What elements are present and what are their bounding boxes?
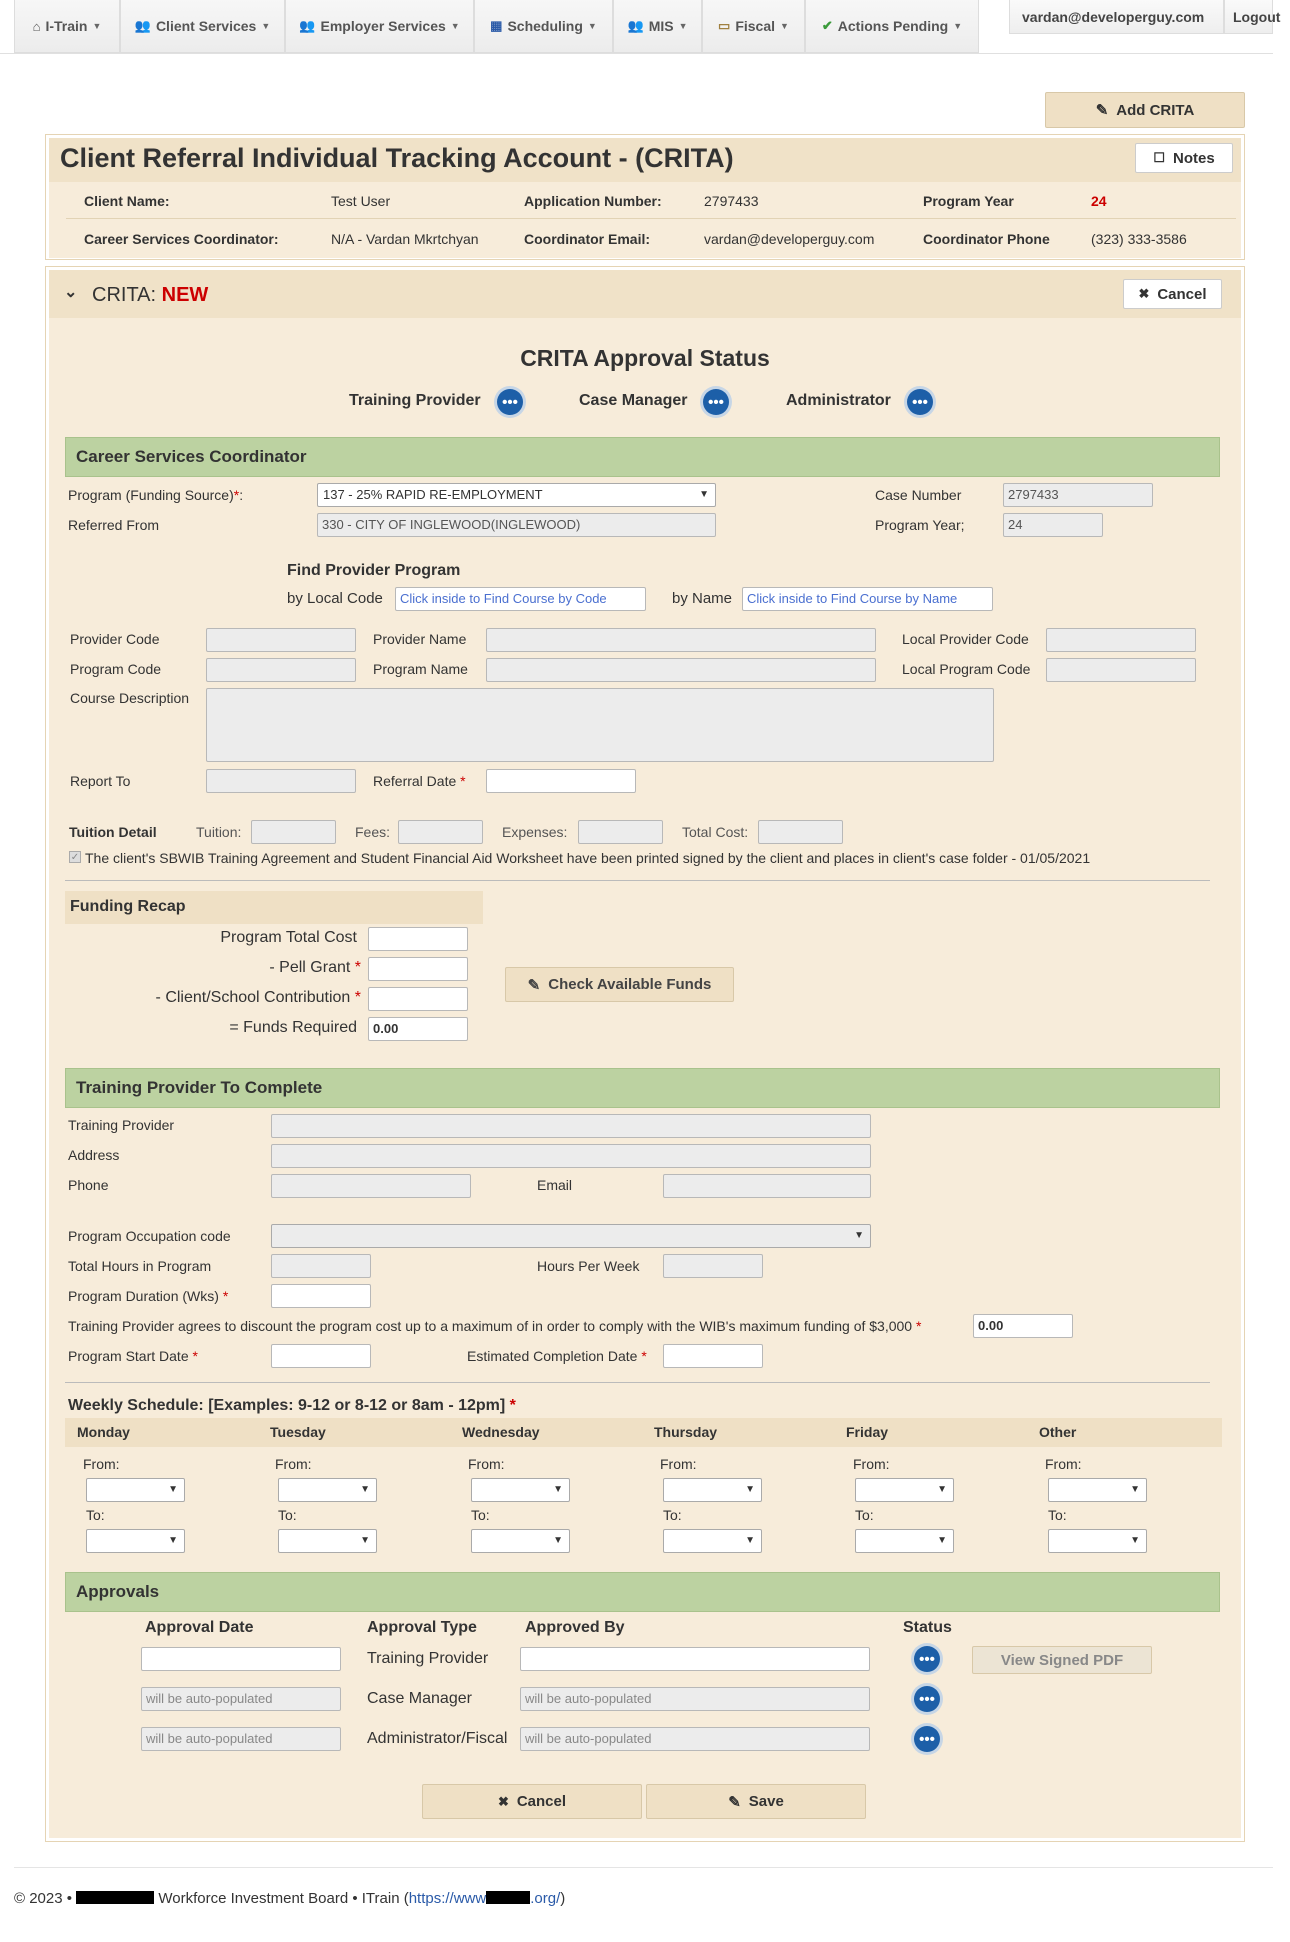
program-start-date-label: Program Start Date * <box>68 1348 198 1364</box>
provider-code-label: Provider Code <box>70 631 160 647</box>
divider <box>65 880 1210 881</box>
approver-case-manager: Case Manager <box>579 392 688 409</box>
from-label: From: <box>1045 1456 1082 1472</box>
day-wednesday: Wednesday <box>462 1424 540 1440</box>
add-crita-button[interactable]: ✎ Add CRITA <box>1045 92 1245 128</box>
provider-name-label: Provider Name <box>373 631 467 647</box>
crita-header-bar <box>49 270 1241 318</box>
program-funding-select[interactable]: 137 - 25% RAPID RE-EMPLOYMENT ▼ <box>317 483 716 507</box>
weekly-schedule-title: Weekly Schedule: [Examples: 9-12 or 8-12 or 8am - 12pm] * <box>68 1397 516 1414</box>
agreement-text: The client's SBWIB Training Agreement and Student Financial Aid Worksheet have been printed signed by the client and places in client's case folder - 01/05/2021 <box>85 850 1091 866</box>
client-name-value: Test User <box>331 193 391 209</box>
program-code-field[interactable] <box>206 658 356 682</box>
view-signed-pdf-button[interactable]: View Signed PDF <box>972 1646 1152 1674</box>
referred-from-label: Referred From <box>68 517 160 533</box>
find-provider-title: Find Provider Program <box>287 562 461 579</box>
approvals-section-header: Approvals <box>65 1572 1220 1612</box>
redacted-block <box>486 1891 530 1904</box>
occupation-code-label: Program Occupation code <box>68 1228 231 1244</box>
caret-down-icon: ▼ <box>780 21 789 31</box>
close-box-icon: ✖ <box>1138 286 1150 301</box>
check-icon: ✔ <box>821 18 833 33</box>
local-provider-code-field[interactable] <box>1046 628 1196 652</box>
provider-code-field[interactable] <box>206 628 356 652</box>
program-code-label: Program Code <box>70 661 162 677</box>
nav-client-services[interactable]: 👥 Client Services ▼ <box>120 0 285 53</box>
caret-down-icon: ▼ <box>953 21 963 31</box>
by-name-label: by Name <box>672 590 733 607</box>
monday-to-select[interactable] <box>86 1529 185 1553</box>
divider <box>65 1382 1210 1383</box>
page-title: Client Referral Individual Tracking Account - (CRITA) <box>60 143 734 173</box>
chevron-down-icon: ▼ <box>745 1484 755 1495</box>
footer-link[interactable]: https://www .org/ <box>408 1890 561 1907</box>
crita-status-heading: CRITA: NEW <box>92 284 209 306</box>
top-navbar <box>0 0 1281 54</box>
from-label: From: <box>275 1456 312 1472</box>
approval-date-header: Approval Date <box>145 1619 254 1636</box>
hours-per-week-label: Hours Per Week <box>537 1258 640 1274</box>
chevron-down-icon: ▼ <box>1130 1535 1140 1546</box>
other-from-select[interactable] <box>1048 1478 1147 1502</box>
program-total-cost-label: Program Total Cost <box>220 929 357 946</box>
phone-label: Phone <box>68 1177 109 1193</box>
friday-to-select[interactable] <box>855 1529 954 1553</box>
chevron-down-icon: ▼ <box>937 1535 947 1546</box>
note-icon: ☐ <box>1153 150 1165 165</box>
users-icon: 👥 <box>299 18 316 33</box>
to-label: To: <box>471 1507 490 1523</box>
expenses-field[interactable] <box>578 820 663 844</box>
program-year-field[interactable]: 24 <box>1003 513 1103 537</box>
chevron-down-icon: ▼ <box>168 1535 178 1546</box>
agreement-checkbox[interactable]: ✓ <box>70 851 80 863</box>
coordinator-email-value: vardan@developerguy.com <box>704 231 875 247</box>
application-number-label: Application Number: <box>524 193 662 209</box>
approval-type-label: Administrator/Fiscal <box>367 1730 508 1747</box>
approval-type-label: Training Provider <box>367 1650 489 1667</box>
coordinator-email-label: Coordinator Email: <box>524 231 651 247</box>
status-pending-icon[interactable]: ••• <box>907 389 933 415</box>
day-other: Other <box>1039 1424 1077 1440</box>
status-pending-icon[interactable]: ••• <box>497 389 523 415</box>
email-label: Email <box>537 1177 573 1193</box>
provider-name-field[interactable] <box>486 628 876 652</box>
funds-required-input[interactable]: 0.00 <box>368 1017 468 1041</box>
nav-employer-services[interactable]: 👥 Employer Services ▼ <box>285 0 474 53</box>
completion-date-label: Estimated Completion Date * <box>467 1348 647 1364</box>
chevron-down-icon: ▼ <box>1130 1484 1140 1495</box>
status-pending-icon[interactable]: ••• <box>703 389 729 415</box>
wednesday-to-select[interactable] <box>471 1529 570 1553</box>
client-info-panel <box>45 134 1245 260</box>
approval-type-header: Approval Type <box>367 1619 477 1636</box>
coordinator-label: Career Services Coordinator: <box>84 231 279 247</box>
crita-cancel-button[interactable]: ✖ Cancel <box>1123 279 1222 309</box>
status-pending-icon[interactable]: ••• <box>914 1686 940 1712</box>
phone-field[interactable] <box>271 1174 471 1198</box>
program-duration-label: Program Duration (Wks) * <box>68 1288 229 1304</box>
tuesday-from-select[interactable] <box>278 1478 377 1502</box>
find-by-code-input[interactable]: Click inside to Find Course by Code <box>395 587 646 611</box>
report-to-field[interactable] <box>206 769 356 793</box>
friday-from-select[interactable] <box>855 1478 954 1502</box>
wednesday-from-select[interactable] <box>471 1478 570 1502</box>
to-label: To: <box>1048 1507 1067 1523</box>
program-name-field[interactable] <box>486 658 876 682</box>
local-provider-code-label: Local Provider Code <box>902 631 1029 647</box>
occupation-code-select[interactable] <box>271 1224 871 1248</box>
caret-down-icon: ▼ <box>92 21 102 31</box>
nav-mis[interactable]: 👥 MIS ▼ <box>613 0 702 53</box>
address-label: Address <box>68 1147 120 1163</box>
redacted-block <box>76 1891 154 1904</box>
home-icon: ⌂ <box>32 18 41 34</box>
from-label: From: <box>83 1456 120 1472</box>
thursday-to-select[interactable] <box>663 1529 762 1553</box>
collapse-chevron-icon[interactable]: ⌄ <box>64 284 78 301</box>
chevron-down-icon: ▼ <box>937 1484 947 1495</box>
pencil-icon: ✎ <box>728 1793 741 1811</box>
chevron-down-icon: ▼ <box>168 1484 178 1495</box>
nav-itrain[interactable]: ⌂ I-Train ▼ <box>14 0 120 53</box>
referral-date-input[interactable] <box>486 769 636 793</box>
day-friday: Friday <box>846 1424 889 1440</box>
tuition-label: Tuition: <box>196 824 242 840</box>
referral-date-label: Referral Date * <box>373 773 466 789</box>
tuition-detail-label: Tuition Detail <box>69 824 157 840</box>
address-field[interactable] <box>271 1144 871 1168</box>
discount-input[interactable]: 0.00 <box>973 1314 1073 1338</box>
program-year-label: Program Year <box>923 193 1014 209</box>
other-to-select[interactable] <box>1048 1529 1147 1553</box>
users-icon: 👥 <box>134 18 151 33</box>
funds-required-label: = Funds Required <box>229 1019 357 1036</box>
from-label: From: <box>660 1456 697 1472</box>
tuition-field[interactable] <box>251 820 336 844</box>
to-label: To: <box>278 1507 297 1523</box>
pell-grant-label: - Pell Grant * <box>269 959 361 976</box>
program-year-value: 24 <box>1091 193 1107 209</box>
close-box-icon: ✖ <box>497 1793 509 1809</box>
status-pending-icon[interactable]: ••• <box>914 1726 940 1752</box>
approved-by-field[interactable]: will be auto-populated <box>520 1727 870 1751</box>
divider <box>66 218 1236 219</box>
find-by-name-input[interactable]: Click inside to Find Course by Name <box>742 587 993 611</box>
chevron-down-icon: ▼ <box>360 1484 370 1495</box>
approval-date-field[interactable]: will be auto-populated <box>141 1727 341 1751</box>
expenses-label: Expenses: <box>502 824 568 840</box>
training-provider-label: Training Provider <box>68 1117 175 1133</box>
day-thursday: Thursday <box>654 1424 718 1440</box>
email-field[interactable] <box>663 1174 871 1198</box>
referred-from-field[interactable]: 330 - CITY OF INGLEWOOD(INGLEWOOD) <box>317 513 716 537</box>
to-label: To: <box>663 1507 682 1523</box>
approver-administrator: Administrator <box>786 392 891 409</box>
caret-down-icon: ▼ <box>587 21 597 31</box>
caret-down-icon: ▼ <box>678 21 688 31</box>
caret-down-icon: ▼ <box>261 21 271 31</box>
from-label: From: <box>468 1456 505 1472</box>
client-name-label: Client Name: <box>84 193 170 209</box>
pell-grant-input[interactable] <box>368 957 468 981</box>
thursday-from-select[interactable] <box>663 1478 762 1502</box>
approval-type-label: Case Manager <box>367 1690 472 1707</box>
pencil-icon: ✎ <box>1095 102 1109 119</box>
hours-per-week-field[interactable] <box>663 1254 763 1278</box>
local-program-code-field[interactable] <box>1046 658 1196 682</box>
program-name-label: Program Name <box>373 661 468 677</box>
approval-date-input[interactable] <box>141 1647 341 1671</box>
program-start-date-input[interactable] <box>271 1344 371 1368</box>
approved-by-input[interactable] <box>520 1647 870 1671</box>
total-cost-label: Total Cost: <box>682 824 749 840</box>
total-hours-field[interactable] <box>271 1254 371 1278</box>
chevron-down-icon: ▼ <box>699 489 709 500</box>
approver-training-provider: Training Provider <box>349 392 481 409</box>
fees-field[interactable] <box>398 820 483 844</box>
to-label: To: <box>86 1507 105 1523</box>
course-description-label: Course Description <box>70 690 190 706</box>
course-description-textarea[interactable] <box>206 688 994 762</box>
chevron-down-icon: ▼ <box>360 1535 370 1546</box>
training-provider-field[interactable] <box>271 1114 871 1138</box>
chevron-down-icon: ▼ <box>553 1484 563 1495</box>
program-total-cost-input[interactable] <box>368 927 468 951</box>
crita-status-badge: NEW <box>161 284 209 306</box>
nav-scheduling[interactable]: ▦ Scheduling ▼ <box>474 0 613 53</box>
discount-text: Training Provider agrees to discount the program cost up to a maximum of in order to comply with the WIB's maximum funding of $3,000 * <box>68 1318 922 1334</box>
report-to-label: Report To <box>70 773 131 789</box>
case-number-field[interactable]: 2797433 <box>1003 483 1153 507</box>
application-number-value: 2797433 <box>704 193 759 209</box>
day-tuesday: Tuesday <box>270 1424 326 1440</box>
completion-date-input[interactable] <box>663 1344 763 1368</box>
program-year-field-label: Program Year; <box>875 517 965 533</box>
caret-down-icon: ▼ <box>450 21 460 31</box>
fees-label: Fees: <box>355 824 391 840</box>
program-funding-label: Program (Funding Source)*: <box>68 487 244 503</box>
coordinator-phone-label: Coordinator Phone <box>923 231 1050 247</box>
notes-button[interactable]: ☐ Notes <box>1135 143 1233 173</box>
bottom-cancel-button[interactable]: ✖ Cancel <box>422 1784 642 1819</box>
contribution-input[interactable] <box>368 987 468 1011</box>
day-monday: Monday <box>77 1424 130 1440</box>
approved-by-header: Approved By <box>525 1619 625 1636</box>
chevron-down-icon: ▼ <box>553 1535 563 1546</box>
program-duration-input[interactable] <box>271 1284 371 1308</box>
chevron-down-icon: ▼ <box>854 1230 864 1241</box>
to-label: To: <box>855 1507 874 1523</box>
contribution-label: - Client/School Contribution * <box>155 989 361 1006</box>
status-header: Status <box>903 1619 952 1636</box>
coordinator-phone-value: (323) 333-3586 <box>1091 231 1187 247</box>
status-pending-icon[interactable]: ••• <box>914 1646 940 1672</box>
nav-fiscal[interactable]: ▭ Fiscal ▼ <box>702 0 805 53</box>
user-email-menu[interactable]: vardan@developerguy.com <box>1009 0 1224 34</box>
check-available-funds-button[interactable]: ✎ Check Available Funds <box>505 967 734 1002</box>
approved-by-field[interactable]: will be auto-populated <box>520 1687 870 1711</box>
approval-date-field[interactable]: will be auto-populated <box>141 1687 341 1711</box>
from-label: From: <box>853 1456 890 1472</box>
local-program-code-label: Local Program Code <box>902 661 1031 677</box>
footer-divider <box>14 1867 1273 1868</box>
case-number-label: Case Number <box>875 487 962 503</box>
footer: © 2023 • Workforce Investment Board • ITrain (https://www .org/) <box>14 1890 566 1907</box>
monday-from-select[interactable] <box>86 1478 185 1502</box>
total-cost-field[interactable] <box>758 820 843 844</box>
users-icon: 👥 <box>627 18 644 33</box>
nav-actions-pending[interactable]: ✔ Actions Pending ▼ <box>805 0 979 53</box>
total-hours-label: Total Hours in Program <box>68 1258 212 1274</box>
approval-status-title: CRITA Approval Status <box>520 345 770 371</box>
calendar-icon: ▦ <box>490 18 503 33</box>
tuesday-to-select[interactable] <box>278 1529 377 1553</box>
save-button[interactable]: ✎ Save <box>646 1784 866 1819</box>
provider-section-header: Training Provider To Complete <box>65 1068 1220 1108</box>
pencil-icon: ✎ <box>527 976 541 994</box>
coordinator-value: N/A - Vardan Mkrtchyan <box>331 231 479 247</box>
briefcase-icon: ▭ <box>718 18 731 33</box>
logout-link[interactable]: Logout <box>1224 0 1273 34</box>
chevron-down-icon: ▼ <box>745 1535 755 1546</box>
by-local-code-label: by Local Code <box>287 590 383 607</box>
funding-recap-header: Funding Recap <box>65 891 483 924</box>
csc-section-header: Career Services Coordinator <box>65 437 1220 477</box>
